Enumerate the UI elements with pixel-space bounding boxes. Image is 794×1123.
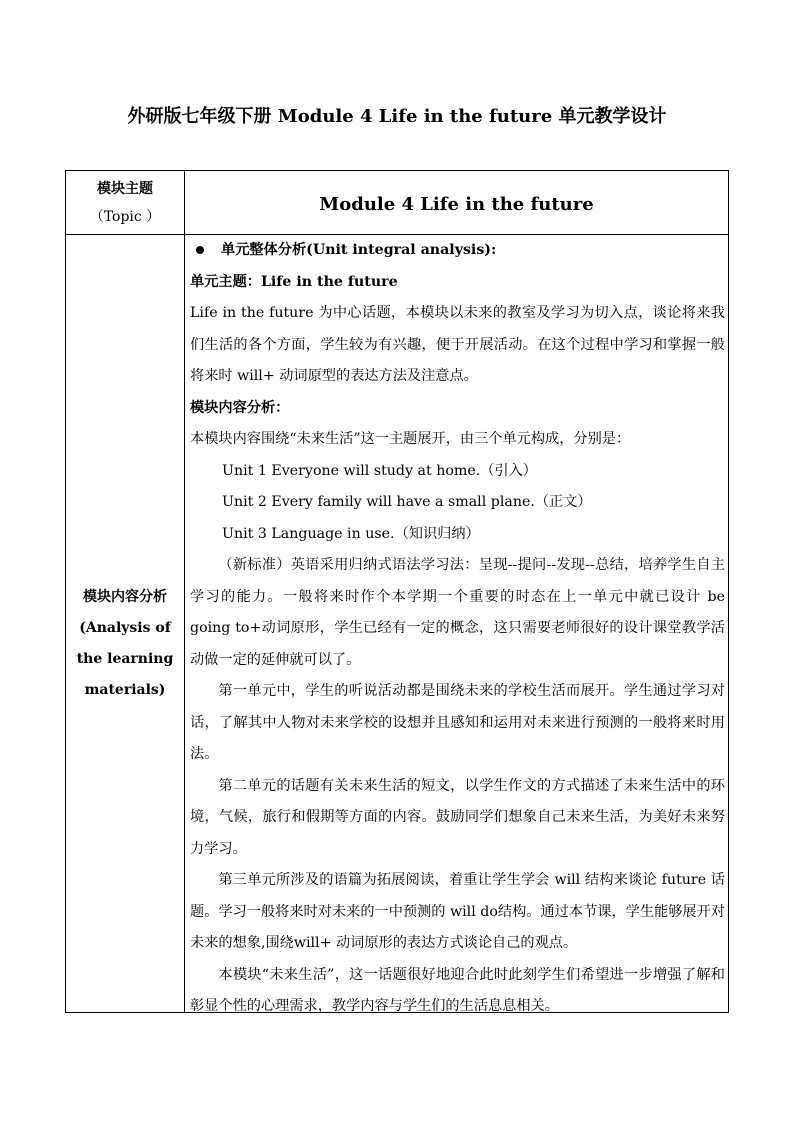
analysis-label-en-line-2: the learning	[76, 650, 174, 667]
unit-item: Unit 3 Language in use.（知识归纳）	[222, 525, 480, 542]
unit-theme: 单元主题：Life in the future	[190, 273, 398, 290]
unit-item: Unit 1 Everyone will study at home.（引入）	[222, 462, 537, 479]
topic-label-zh: 模块主题	[97, 180, 153, 197]
intro-paragraph: Life in the future 为中心话题，本模块以未来的教室及学习为切入点，谈论将来我们生活的各个方面，学生较为有兴趣，便于开展活动。在这个过程中学习和掌握一般将来时 will+ 动词原型的表达方法及注意点。	[190, 305, 725, 384]
analysis-heading: 模块内容分析：	[190, 399, 290, 416]
body-paragraph: 本模块“未来生活”，这一话题很好地迎合此时此刻学生们希望进一步增强了解和彰显个性的心理需求，教学内容与学生们的生活息息相关。	[190, 966, 725, 1014]
section-heading	[190, 235, 725, 267]
analysis-label-zh: 模块内容分析	[83, 588, 167, 605]
topic-value: Module 4 Life in the future	[319, 194, 594, 215]
column-divider	[184, 171, 185, 1012]
topic-value-cell	[185, 171, 728, 234]
analysis-label-cell	[66, 235, 184, 1014]
analysis-label-en-line-3: materials)	[84, 681, 166, 698]
bullet-icon	[196, 246, 204, 254]
body-paragraph: 第二单元的话题有关未来生活的短文，以学生作文的方式描述了未来生活中的环境，气候，旅行和假期等方面的内容。鼓励同学们想象自己未来生活，为美好未来努力学习。	[190, 777, 725, 857]
structure-paragraph: 本模块内容围绕“未来生活”这一主题展开，由三个单元构成，分别是：	[190, 431, 631, 447]
unit-item: Unit 2 Every family will have a small plane.（正文）	[222, 494, 592, 510]
lesson-design-table	[65, 170, 729, 1013]
section-heading-text: 单元整体分析(Unit integral analysis):	[221, 242, 497, 258]
body-paragraph: 第一单元中，学生的听说活动都是围绕未来的学校生活而展开。学生通过学习对话，了解其中人物对未来学校的设想并且感知和运用对未来进行预测的一般将来时用法。	[190, 683, 725, 762]
topic-label-en: （Topic ）	[89, 208, 161, 225]
body-paragraph: 第三单元所涉及的语篇为拓展阅读，着重让学生学会 will 结构来谈论 future 话题。学习一般将来时对未来的一中预测的 will do结构。通过本节课，学生能够展开对未来的想象,围绕will+ 动词原形的表达方式谈论自己的观点。	[190, 872, 725, 951]
analysis-label-en-line-1: (Analysis of	[79, 619, 171, 636]
analysis-content-cell	[190, 235, 725, 1023]
document-title: 外研版七年级下册 Module 4 Life in the future 单元教学设计	[127, 106, 667, 127]
topic-label-cell	[66, 171, 184, 234]
body-paragraph: （新标准）英语采用归纳式语法学习法：呈现--提问--发现--总结，培养学生自主学习的能力。一般将来时作个本学期一个重要的时态在上一单元中就已设计 be going to+动词原形，学生已经有一定的概念，这只需要老师很好的设计课堂教学活动做一定的延伸就可以了。	[190, 557, 725, 668]
